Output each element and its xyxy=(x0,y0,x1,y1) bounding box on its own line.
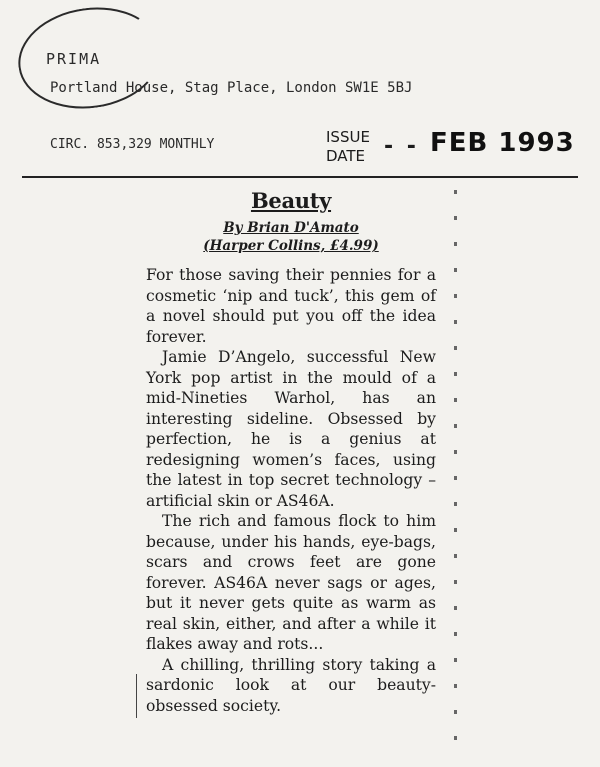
article-paragraph: A chilling, thrilling story taking a sardonic look at our beauty-obsessed society. xyxy=(146,655,436,715)
clipping-edge-left xyxy=(136,674,137,718)
header-divider xyxy=(22,176,578,178)
article-paragraph: Jamie D’Angelo, successful New York pop artist in the mould of a mid-Nineties Warhol, has an interesting sideline. Obsessed by perfection, he is a genius at redesigning women’s faces, using the latest in top secret technology – artificial skin or AS46A. xyxy=(146,348,436,510)
byline xyxy=(146,219,436,255)
issue-date: FEB 1993 xyxy=(430,128,575,158)
publication-name: PRIMA xyxy=(46,50,102,68)
issue-label-line2: DATE xyxy=(326,147,366,165)
article-paragraph: For those saving their pennies for a cosmetic ‘nip and tuck’, this gem of a novel should put you off the idea forever. xyxy=(146,266,436,346)
issue-dashes: - - xyxy=(384,134,419,159)
circulation-info: CIRC. 853,329 MONTHLY xyxy=(50,137,215,152)
issue-label-line1: ISSUE xyxy=(326,128,370,146)
article-body xyxy=(146,265,436,716)
article-paragraph: The rich and famous flock to him because, under his hands, eye-bags, scars and crows feet are gone forever. AS46A never sags or ages, but it never gets quite as warm as real skin, either, and after a while it flakes away and rots... xyxy=(146,512,436,653)
book-review-article xyxy=(146,188,436,716)
publication-address: Portland House, Stag Place, London SW1E 5BJ xyxy=(50,80,413,96)
byline-publisher: (Harper Collins, £4.99) xyxy=(203,238,379,254)
issue-date-label xyxy=(326,128,370,166)
article-title: Beauty xyxy=(250,188,332,213)
clipping-edge-right xyxy=(454,190,457,760)
byline-author: By Brian D'Amato xyxy=(223,220,359,236)
